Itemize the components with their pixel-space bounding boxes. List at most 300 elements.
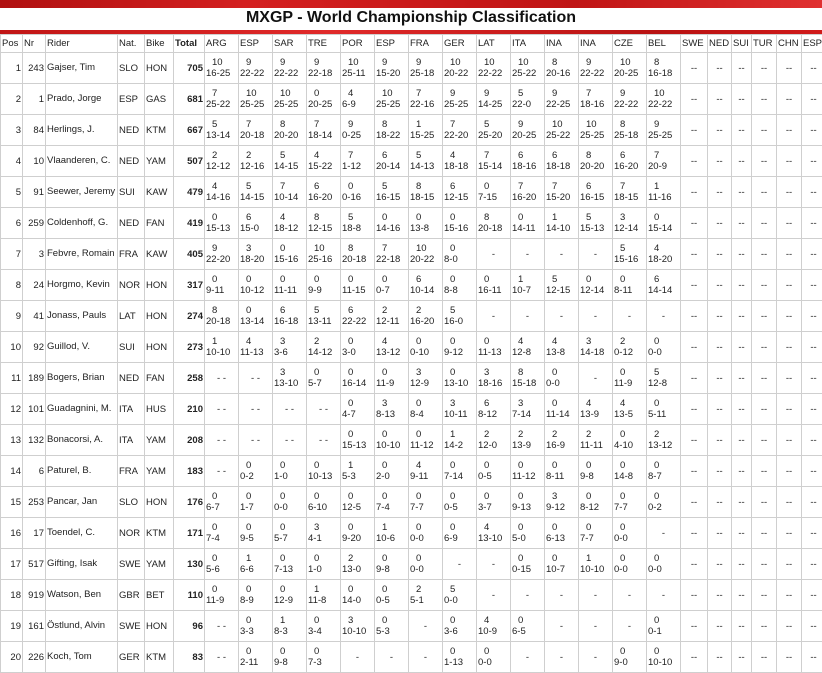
round-result-cell (708, 518, 732, 549)
no-result: -- (691, 342, 697, 353)
round-result-cell (273, 580, 307, 611)
round-points: 0 (512, 212, 543, 223)
race-results: 3-0 (342, 347, 373, 358)
no-result: -- (738, 590, 744, 601)
race-results: 10-10 (648, 657, 679, 668)
race-results: 11-16 (648, 192, 679, 203)
round-result-cell (777, 611, 802, 642)
race-results: 12-11 (376, 316, 407, 327)
round-points: 3 (512, 398, 543, 409)
round-points: 8 (512, 367, 543, 378)
no-result: -- (738, 404, 744, 415)
round-result-cell (511, 518, 545, 549)
no-result: -- (738, 373, 744, 384)
no-result: -- (691, 435, 697, 446)
round-points: 0 (546, 398, 577, 409)
round-points: 0 (478, 491, 509, 502)
round-points: 6 (648, 274, 679, 285)
position-cell: 13 (1, 425, 23, 456)
round-result-cell (511, 642, 545, 673)
round-result-cell (273, 549, 307, 580)
round-result-cell (777, 425, 802, 456)
no-result: -- (786, 156, 792, 167)
round-result-cell (613, 146, 647, 177)
race-results: 0-12 (614, 347, 645, 358)
no-result: - (526, 652, 529, 663)
round-result-cell (752, 487, 777, 518)
round-result-cell (443, 642, 477, 673)
total-points-cell: 274 (174, 301, 205, 332)
round-result-cell (477, 270, 511, 301)
round-points: 0 (512, 615, 543, 626)
race-results: 0-0 (274, 502, 305, 513)
round-points: 5 (308, 305, 339, 316)
round-result-cell (239, 301, 273, 332)
round-result-cell (802, 208, 822, 239)
race-results: 0-0 (478, 657, 509, 668)
nationality-cell: NOR (118, 270, 145, 301)
round-result-cell (239, 115, 273, 146)
round-result-cell (375, 518, 409, 549)
round-points: 1 (240, 553, 271, 564)
round-result-cell (307, 518, 341, 549)
no-result: - (526, 249, 529, 260)
no-result: -- (716, 435, 722, 446)
race-results: 11-12 (410, 440, 441, 451)
round-result-cell (273, 146, 307, 177)
round-result-cell (307, 580, 341, 611)
round-points: 0 (648, 460, 679, 471)
race-results: 9-8 (376, 564, 407, 575)
round-result-cell (708, 549, 732, 580)
round-points: 8 (342, 243, 373, 254)
round-result-cell (752, 270, 777, 301)
race-results: 6-9 (342, 99, 373, 110)
round-result-cell (708, 146, 732, 177)
round-result-cell (375, 394, 409, 425)
race-results: 9-20 (342, 533, 373, 544)
round-result-cell (777, 549, 802, 580)
round-result-cell (443, 580, 477, 611)
round-points: 7 (342, 150, 373, 161)
race-results: 12-8 (648, 378, 679, 389)
round-result-cell (579, 456, 613, 487)
race-results: 6-5 (512, 626, 543, 637)
no-result: -- (810, 559, 816, 570)
round-result-cell (375, 177, 409, 208)
no-result: -- (716, 404, 722, 415)
no-result: -- (738, 218, 744, 229)
round-result-cell (545, 518, 579, 549)
no-result: -- (738, 497, 744, 508)
round-points: 3 (308, 522, 339, 533)
round-result-cell (545, 301, 579, 332)
race-results: 0-2 (648, 502, 679, 513)
column-header: SUI (732, 35, 752, 53)
round-result-cell (273, 177, 307, 208)
position-cell: 10 (1, 332, 23, 363)
round-result-cell (375, 456, 409, 487)
round-result-cell (511, 177, 545, 208)
race-results: 16-9 (546, 440, 577, 451)
round-result-cell (443, 239, 477, 270)
number-cell: 161 (23, 611, 46, 642)
race-results: 9-9 (308, 285, 339, 296)
race-results: 12-15 (308, 223, 339, 234)
race-results: 15-13 (342, 440, 373, 451)
no-result: - (424, 621, 427, 632)
no-result: -- (786, 218, 792, 229)
race-results: 20-20 (580, 161, 611, 172)
round-points: 8 (478, 212, 509, 223)
race-results: 18-20 (648, 254, 679, 265)
race-results: 25-25 (274, 99, 305, 110)
round-result-cell (443, 208, 477, 239)
round-result-cell (443, 611, 477, 642)
no-result: - (594, 249, 597, 260)
round-points: 4 (580, 398, 611, 409)
race-results: 16-25 (206, 68, 237, 79)
round-result-cell (409, 549, 443, 580)
race-results: 16-15 (376, 192, 407, 203)
round-points: 9 (444, 88, 475, 99)
race-results: 11-15 (342, 285, 373, 296)
no-result: -- (716, 497, 722, 508)
round-result-cell (239, 84, 273, 115)
race-results: 0-5 (444, 502, 475, 513)
race-results: 16-18 (274, 316, 305, 327)
round-result-cell (579, 487, 613, 518)
round-points: 0 (376, 274, 407, 285)
bike-cell: HON (145, 53, 174, 84)
round-points: 7 (512, 181, 543, 192)
round-result-cell (613, 394, 647, 425)
round-points: 6 (614, 150, 645, 161)
round-points: 10 (648, 88, 679, 99)
round-result-cell (409, 53, 443, 84)
race-results: 15-0 (240, 223, 271, 234)
round-result-cell (752, 301, 777, 332)
round-result-cell (205, 549, 239, 580)
race-results: 5-7 (308, 378, 339, 389)
rider-name-cell: Horgmo, Kevin (46, 270, 118, 301)
round-result-cell (613, 642, 647, 673)
race-results: 10-7 (512, 285, 543, 296)
round-points: 5 (410, 150, 441, 161)
round-result-cell (752, 394, 777, 425)
round-points: 0 (240, 615, 271, 626)
race-results: 16-18 (648, 68, 679, 79)
round-points: 0 (308, 646, 339, 657)
total-points-cell: 183 (174, 456, 205, 487)
rider-name-cell: Seewer, Jeremy (46, 177, 118, 208)
race-results: 7-4 (206, 533, 237, 544)
race-results: 22-22 (478, 68, 509, 79)
race-results: 20-16 (546, 68, 577, 79)
round-points: 9 (376, 57, 407, 68)
round-result-cell (732, 239, 752, 270)
round-result-cell (443, 332, 477, 363)
no-result: -- (761, 63, 767, 74)
round-result-cell (443, 487, 477, 518)
round-result-cell (341, 518, 375, 549)
round-points: 0 (614, 491, 645, 502)
round-result-cell (239, 208, 273, 239)
race-results: 0-0 (648, 347, 679, 358)
round-result-cell (307, 84, 341, 115)
round-points: 0 (206, 553, 237, 564)
round-result-cell (647, 394, 681, 425)
race-results: 14-2 (444, 440, 475, 451)
race-results: 0-0 (614, 533, 645, 544)
round-points: 0 (410, 429, 441, 440)
round-points: 5 (342, 212, 373, 223)
round-points: 2 (240, 150, 271, 161)
race-results: 9-0 (614, 657, 645, 668)
no-result: - (492, 311, 495, 322)
race-results: 10-12 (240, 285, 271, 296)
round-points: 9 (206, 243, 237, 254)
no-result: -- (716, 559, 722, 570)
race-results: 14-15 (274, 161, 305, 172)
round-result-cell (307, 394, 341, 425)
race-results: 6-6 (240, 564, 271, 575)
round-result-cell (579, 394, 613, 425)
race-results: 16-11 (478, 285, 509, 296)
no-result: -- (738, 94, 744, 105)
race-results: 5-3 (376, 626, 407, 637)
rider-name-cell: Watson, Ben (46, 580, 118, 611)
round-result-cell (273, 363, 307, 394)
no-result: - (390, 652, 393, 663)
number-cell: 243 (23, 53, 46, 84)
round-result-cell (752, 332, 777, 363)
round-result-cell (708, 611, 732, 642)
no-result: - - (217, 466, 226, 477)
round-points: 6 (342, 305, 373, 316)
round-points: 2 (410, 305, 441, 316)
round-result-cell (545, 53, 579, 84)
round-points: 0 (240, 460, 271, 471)
no-result: - (662, 311, 665, 322)
position-cell: 6 (1, 208, 23, 239)
round-result-cell (273, 115, 307, 146)
no-result: -- (691, 590, 697, 601)
number-cell: 259 (23, 208, 46, 239)
round-points: 7 (444, 119, 475, 130)
round-points: 0 (376, 212, 407, 223)
round-points: 2 (580, 429, 611, 440)
table-row (1, 239, 822, 270)
round-points: 4 (206, 181, 237, 192)
round-result-cell (375, 208, 409, 239)
no-result: - (492, 249, 495, 260)
round-result-cell (341, 363, 375, 394)
round-points: 8 (274, 119, 305, 130)
race-results: 14-13 (410, 161, 441, 172)
round-result-cell (613, 208, 647, 239)
no-result: -- (810, 187, 816, 198)
round-result-cell (647, 456, 681, 487)
no-result: -- (786, 311, 792, 322)
column-header: FRA (409, 35, 443, 53)
no-result: -- (786, 652, 792, 663)
round-result-cell (205, 53, 239, 84)
round-points: 0 (478, 274, 509, 285)
round-points: 0 (546, 460, 577, 471)
race-results: 1-0 (274, 471, 305, 482)
round-points: 0 (546, 553, 577, 564)
round-result-cell (545, 611, 579, 642)
total-points-cell: 405 (174, 239, 205, 270)
round-result-cell (732, 53, 752, 84)
no-result: -- (810, 621, 816, 632)
round-result-cell (732, 301, 752, 332)
round-points: 8 (648, 57, 679, 68)
round-points: 0 (308, 460, 339, 471)
round-result-cell (545, 425, 579, 456)
table-row (1, 580, 822, 611)
round-result-cell (205, 301, 239, 332)
race-results: 13-0 (342, 564, 373, 575)
race-results: 10-11 (444, 409, 475, 420)
column-header: NED (708, 35, 732, 53)
total-points-cell: 130 (174, 549, 205, 580)
round-points: 0 (478, 181, 509, 192)
no-result: -- (786, 528, 792, 539)
round-result-cell (307, 208, 341, 239)
round-points: 0 (376, 553, 407, 564)
round-result-cell (409, 363, 443, 394)
race-results: 14-14 (648, 285, 679, 296)
round-result-cell (579, 642, 613, 673)
no-result: -- (691, 404, 697, 415)
round-result-cell (681, 84, 708, 115)
no-result: -- (738, 156, 744, 167)
round-result-cell (752, 642, 777, 673)
race-results: 10-13 (308, 471, 339, 482)
race-results: 18-18 (546, 161, 577, 172)
race-results: 15-18 (512, 378, 543, 389)
column-header: SWE (681, 35, 708, 53)
round-points: 3 (580, 336, 611, 347)
race-results: 11-14 (546, 409, 577, 420)
no-result: -- (761, 652, 767, 663)
no-result: -- (691, 187, 697, 198)
round-result-cell (681, 53, 708, 84)
round-points: 3 (410, 367, 441, 378)
nationality-cell: SLO (118, 487, 145, 518)
round-result-cell (341, 301, 375, 332)
nationality-cell: NOR (118, 518, 145, 549)
race-results: 7-4 (376, 502, 407, 513)
round-result-cell (273, 84, 307, 115)
round-result-cell (273, 301, 307, 332)
race-results: 5-1 (410, 595, 441, 606)
no-result: -- (810, 94, 816, 105)
round-result-cell (681, 611, 708, 642)
round-points: 0 (580, 460, 611, 471)
race-results: 15-22 (308, 161, 339, 172)
round-result-cell (579, 239, 613, 270)
total-points-cell: 208 (174, 425, 205, 456)
round-points: 0 (240, 522, 271, 533)
round-points: 0 (206, 212, 237, 223)
no-result: -- (691, 125, 697, 136)
round-result-cell (613, 84, 647, 115)
race-results: 14-18 (580, 347, 611, 358)
no-result: -- (716, 652, 722, 663)
race-results: 4-7 (342, 409, 373, 420)
nationality-cell: GER (118, 642, 145, 673)
race-results: 13-9 (580, 409, 611, 420)
round-result-cell (777, 177, 802, 208)
round-result-cell (732, 549, 752, 580)
race-results: 2-11 (240, 657, 271, 668)
bike-cell: HON (145, 270, 174, 301)
round-result-cell (752, 456, 777, 487)
no-result: -- (810, 435, 816, 446)
race-results: 14-16 (206, 192, 237, 203)
round-result-cell (273, 394, 307, 425)
race-results: 0-16 (342, 192, 373, 203)
column-header: GER (443, 35, 477, 53)
no-result: -- (761, 218, 767, 229)
race-results: 7-7 (580, 533, 611, 544)
round-points: 0 (614, 460, 645, 471)
race-results: 10-10 (206, 347, 237, 358)
round-points: 10 (342, 57, 373, 68)
round-result-cell (777, 487, 802, 518)
round-result-cell (273, 518, 307, 549)
round-result-cell (239, 580, 273, 611)
round-result-cell (443, 53, 477, 84)
total-points-cell: 705 (174, 53, 205, 84)
race-results: 13-9 (512, 440, 543, 451)
round-result-cell (802, 270, 822, 301)
round-points: 8 (206, 305, 237, 316)
round-result-cell (777, 301, 802, 332)
round-result-cell (443, 456, 477, 487)
round-points: 0 (376, 491, 407, 502)
round-points: 7 (478, 150, 509, 161)
race-results: 0-5 (478, 471, 509, 482)
round-result-cell (307, 239, 341, 270)
round-result-cell (732, 580, 752, 611)
round-result-cell (341, 239, 375, 270)
round-points: 9 (512, 119, 543, 130)
race-results: 15-14 (478, 161, 509, 172)
no-result: -- (786, 404, 792, 415)
round-result-cell (273, 456, 307, 487)
race-results: 3-6 (274, 347, 305, 358)
round-points: 0 (274, 522, 305, 533)
race-results: 25-11 (342, 68, 373, 79)
round-result-cell (647, 146, 681, 177)
rider-name-cell: Guadagnini, M. (46, 394, 118, 425)
total-points-cell: 176 (174, 487, 205, 518)
round-result-cell (681, 270, 708, 301)
round-result-cell (341, 208, 375, 239)
round-result-cell (239, 363, 273, 394)
round-result-cell (273, 642, 307, 673)
nationality-cell: FRA (118, 456, 145, 487)
no-result: -- (738, 621, 744, 632)
race-results: 18-22 (376, 130, 407, 141)
round-points: 1 (308, 584, 339, 595)
round-points: 0 (376, 460, 407, 471)
race-results: 12-14 (614, 223, 645, 234)
